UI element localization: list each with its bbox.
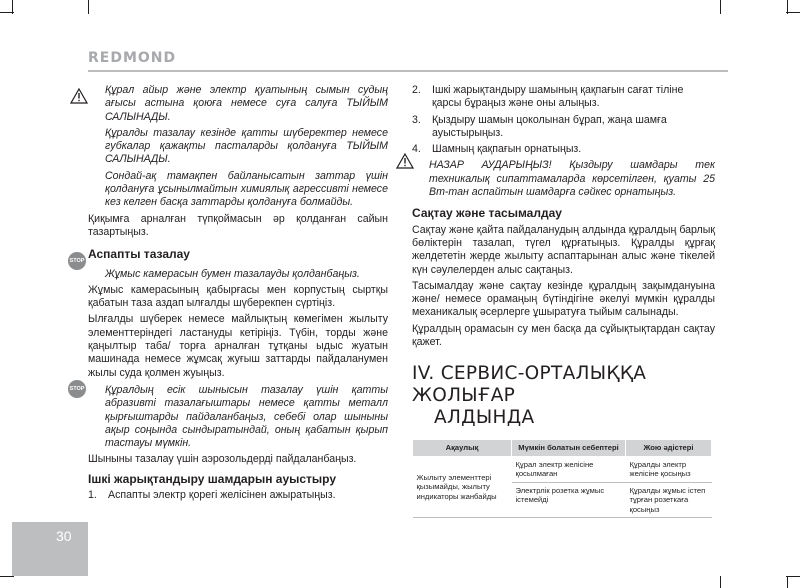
paragraph: Шыныны тазалау үшін аэрозольдерді пайдаланбаңыз. xyxy=(88,453,357,466)
warning-text: Құралды тазалау кезінде қатты шүберектер немесе губкалар қажақты пасталарды қолдануға ТЫЙЫМ САЛЫНАДЫ. xyxy=(105,126,388,166)
list-item xyxy=(412,143,715,156)
brand-logo: REDMOND xyxy=(88,50,177,66)
crop-mark xyxy=(787,576,788,588)
table-header: Ақаулық xyxy=(413,440,512,457)
warning-block xyxy=(88,84,388,210)
list-text: Аспапты электр қорегі желісінен ажыратыңыз. xyxy=(108,489,336,502)
list-number: 1. xyxy=(88,489,97,502)
list-text: Ішкі жарықтандыру шамының қақпағын сағат тіліне қарсы бұраңыз және оны алыңыз. xyxy=(432,84,684,110)
table-row xyxy=(413,456,712,482)
paragraph: Қиқымға арналған түпқоймасын әр қолданған сайын тазартыңыз. xyxy=(88,212,388,238)
list-item xyxy=(412,84,715,111)
crop-mark xyxy=(88,0,89,14)
list-number: 4. xyxy=(412,143,421,156)
crop-mark xyxy=(787,0,788,14)
list-number: 3. xyxy=(412,113,421,126)
header-rule xyxy=(88,70,728,72)
table-header-row xyxy=(413,440,712,457)
warning-text: Құрал айыр және электр қуатының сымын судың ағысы астына қоюға немесе суға салуға ТЫЙЫМ САЛЫНАДЫ. xyxy=(105,84,388,123)
chapter-title-line: IV. СЕРВИС-ОРТАЛЫҚҚА ЖОЛЫҒАР xyxy=(412,363,647,407)
right-column xyxy=(412,84,715,518)
warning-triangle-icon xyxy=(396,153,414,169)
list-number: 2. xyxy=(412,84,421,96)
warning-triangle-icon xyxy=(70,88,88,104)
paragraph: Сақтау және қайта пайдаланудың алдында құралдың барлық бөліктерін тазалап, түгел құрғатыңыз. Құралды құрғақ желдететін жерде жылыту аспаптарынан алыс және тікелей күн сәулелерден алыс сақтаңыз. xyxy=(412,223,715,276)
crop-mark xyxy=(0,576,14,577)
table-cell: Электрлік розетка жұмыс істемейді xyxy=(512,482,626,518)
chapter-title-line: АЛДЫНДА xyxy=(434,407,535,429)
section-heading: Аспапты тазалау xyxy=(88,247,190,262)
paragraph: Ылғалды шүберек немесе майлықтың көмегімен жылыту элементтеріндегі ластануды кетіріңіз. Түбін, торды және қаңылтыр таба/ торға арналған тұтқаны ыдыс жуатын машинада немесе жұмсақ жуғыш заттарды пайдаланумен жылы суда қолмен жуыңыз. xyxy=(88,313,388,379)
stop-icon: STOP xyxy=(68,380,86,398)
page-number-block xyxy=(12,522,88,576)
paragraph: Құралдың орамасын су мен басқа да сұйықтықтардан сақтау қажет. xyxy=(412,322,715,349)
crop-mark xyxy=(786,12,800,13)
table-header: Жою әдістері xyxy=(626,440,712,457)
section-heading: Сақтау және тасымалдау xyxy=(412,206,562,221)
list-text: Қыздыру шамын цоколынан бұрап, жаңа шамға ауыстырыңыз. xyxy=(432,113,667,139)
table-cell: Құралды электр желісіне қосыңыз xyxy=(626,456,712,482)
table-cell: Жылыту элементтері қызымайды, жылыту индикаторы жанбайды xyxy=(413,456,512,518)
troubleshooting-table xyxy=(412,439,712,518)
stop-note: Жұмыс камерасын бумен тазалауды қолданбаңыз. xyxy=(105,267,360,280)
table-cell: Құралды жұмыс істеп тұрған розеткаға қосыңыз xyxy=(626,482,712,518)
crop-mark xyxy=(720,0,721,14)
list-text: Шамның қақпағын орнатыңыз. xyxy=(432,143,582,156)
stop-icon: STOP xyxy=(68,252,86,270)
crop-mark xyxy=(12,0,13,14)
list-item xyxy=(412,114,715,141)
chapter-title xyxy=(412,363,715,429)
paragraph: Тасымалдау және сақтау кезінде құралдың зақымдануына және/ немесе орамаңың бүтіндігіне әкелуі мүмкін құралды механикалық әсерлерге ұшыратуға тыйым салынады. xyxy=(412,279,715,319)
stop-note: Құралдың есік шынысын тазалау үшін қатты абразивті тазалағыштары немесе қатты металл қырғыштарды пайдаланбаңыз, себебі олар шыныны ақыр соңында сындыратындай, оның қабатын қырып тастауы мүмкін. xyxy=(105,383,388,450)
page-number: 30 xyxy=(56,528,72,544)
list-item xyxy=(88,489,388,502)
crop-mark xyxy=(786,576,800,577)
table-cell: Құрал электр желісіне қосылмаған xyxy=(512,456,626,482)
section-heading: Ішкі жарықтандыру шамдарын ауыстыру xyxy=(88,471,337,486)
table-header: Мүмкін болатын себептері xyxy=(512,440,626,457)
left-column xyxy=(88,84,388,505)
crop-mark xyxy=(720,576,721,588)
warning-text: Сондай-ақ тамақпен байланысатын заттар үшін қолдануға ұсынылмайтын химиялық агрессивті немесе кез келген басқа заттарды қолдануға болмайды. xyxy=(105,169,388,209)
paragraph: Жұмыс камерасының қабырғасы мен корпустың сыртқы қабатын таза аздап ылғалды шүберекпен сүртіңіз. xyxy=(88,283,388,310)
warning-text: НАЗАР АУДАРЫҢЫЗ! Қыздыру шамдары тек техникалық сипаттамаларда көрсетілген, қуаты 25 Вт-тан аспайтын шамдарға сәйкес орнатыңыз. xyxy=(429,159,715,199)
